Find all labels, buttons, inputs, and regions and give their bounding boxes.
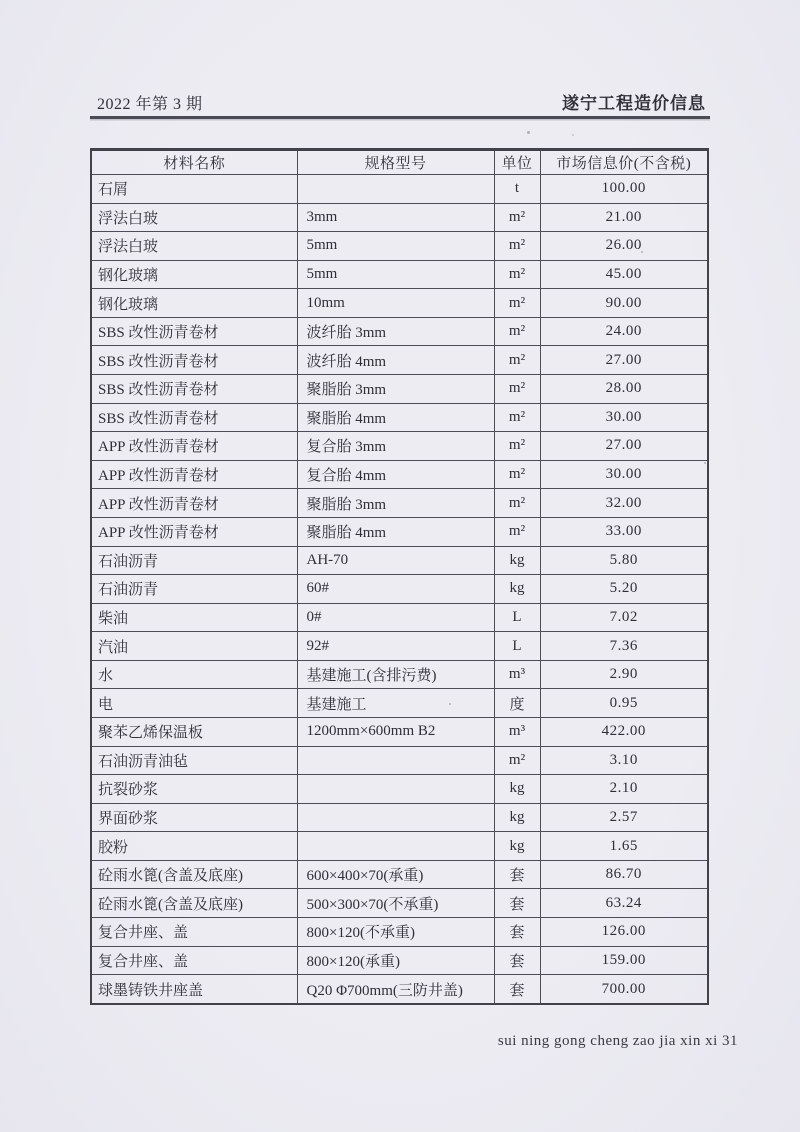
table-row bbox=[91, 746, 708, 775]
cell-unit: m² bbox=[494, 375, 540, 404]
cell-material-name: 电 bbox=[91, 689, 297, 718]
cell-price: 100.00 bbox=[540, 175, 708, 204]
cell-unit: m² bbox=[494, 746, 540, 775]
cell-price: 126.00 bbox=[540, 918, 708, 947]
cell-unit: kg bbox=[494, 832, 540, 861]
cell-unit: 套 bbox=[494, 946, 540, 975]
cell-spec: 复合胎 4mm bbox=[297, 460, 494, 489]
cell-unit: m² bbox=[494, 346, 540, 375]
cell-price: 90.00 bbox=[540, 289, 708, 318]
table-row bbox=[91, 546, 708, 575]
table-body bbox=[91, 175, 708, 1005]
cell-spec: 聚脂胎 3mm bbox=[297, 489, 494, 518]
table-row bbox=[91, 346, 708, 375]
cell-price: 26.00 bbox=[540, 232, 708, 261]
cell-unit: m² bbox=[494, 203, 540, 232]
cell-unit: m² bbox=[494, 232, 540, 261]
col-header-unit: 单位 bbox=[494, 150, 540, 175]
cell-spec: 基建施工 bbox=[297, 689, 494, 718]
cell-unit: m² bbox=[494, 489, 540, 518]
cell-price: 422.00 bbox=[540, 717, 708, 746]
cell-unit: m² bbox=[494, 432, 540, 461]
cell-material-name: 汽油 bbox=[91, 632, 297, 661]
cell-price: 1.65 bbox=[540, 832, 708, 861]
cell-unit: m² bbox=[494, 317, 540, 346]
cell-material-name: 浮法白玻 bbox=[91, 203, 297, 232]
cell-material-name: 界面砂浆 bbox=[91, 803, 297, 832]
col-header-price: 市场信息价(不含税) bbox=[540, 150, 708, 175]
cell-material-name: 球墨铸铁井座盖 bbox=[91, 975, 297, 1004]
cell-unit: m² bbox=[494, 403, 540, 432]
cell-unit: 套 bbox=[494, 975, 540, 1004]
cell-price: 63.24 bbox=[540, 889, 708, 918]
cell-unit: 套 bbox=[494, 889, 540, 918]
table-row bbox=[91, 632, 708, 661]
col-header-spec: 规格型号 bbox=[297, 150, 494, 175]
col-header-material-name: 材料名称 bbox=[91, 150, 297, 175]
table-row bbox=[91, 317, 708, 346]
table-row bbox=[91, 460, 708, 489]
cell-material-name: 抗裂砂浆 bbox=[91, 775, 297, 804]
cell-unit: m² bbox=[494, 460, 540, 489]
issue-label: 2022 年第 3 期 bbox=[97, 96, 203, 113]
cell-spec: 0# bbox=[297, 603, 494, 632]
cell-material-name: 复合井座、盖 bbox=[91, 918, 297, 947]
table-row bbox=[91, 489, 708, 518]
cell-material-name: 钢化玻璃 bbox=[91, 260, 297, 289]
cell-price: 86.70 bbox=[540, 860, 708, 889]
cell-price: 700.00 bbox=[540, 975, 708, 1004]
cell-material-name: APP 改性沥青卷材 bbox=[91, 432, 297, 461]
table-row bbox=[91, 289, 708, 318]
page-footer-pinyin-page-number: sui ning gong cheng zao jia xin xi 31 bbox=[497, 1033, 738, 1049]
cell-unit: m³ bbox=[494, 660, 540, 689]
cell-spec: 聚脂胎 4mm bbox=[297, 517, 494, 546]
cell-material-name: 复合井座、盖 bbox=[91, 946, 297, 975]
cell-price: 3.10 bbox=[540, 746, 708, 775]
cell-price: 24.00 bbox=[540, 317, 708, 346]
table-row bbox=[91, 775, 708, 804]
table-row bbox=[91, 918, 708, 947]
cell-spec: 聚脂胎 3mm bbox=[297, 375, 494, 404]
cell-spec: 600×400×70(承重) bbox=[297, 860, 494, 889]
scan-speck bbox=[572, 134, 574, 136]
cell-spec: 波纤胎 4mm bbox=[297, 346, 494, 375]
cell-material-name: APP 改性沥青卷材 bbox=[91, 489, 297, 518]
cell-material-name: SBS 改性沥青卷材 bbox=[91, 317, 297, 346]
table-row bbox=[91, 232, 708, 261]
cell-price: 32.00 bbox=[540, 489, 708, 518]
cell-price: 2.10 bbox=[540, 775, 708, 804]
header-divider bbox=[90, 116, 710, 119]
table-row bbox=[91, 946, 708, 975]
cell-price: 0.95 bbox=[540, 689, 708, 718]
table-row bbox=[91, 432, 708, 461]
cell-price: 5.80 bbox=[540, 546, 708, 575]
cell-unit: m² bbox=[494, 517, 540, 546]
cell-price: 7.02 bbox=[540, 603, 708, 632]
table-row bbox=[91, 375, 708, 404]
cell-spec bbox=[297, 746, 494, 775]
table-row bbox=[91, 175, 708, 204]
cell-material-name: 胶粉 bbox=[91, 832, 297, 861]
scan-speck bbox=[704, 462, 706, 464]
cell-spec: Q20 Φ700mm(三防井盖) bbox=[297, 975, 494, 1004]
table-row bbox=[91, 660, 708, 689]
cell-spec bbox=[297, 775, 494, 804]
cell-unit: 度 bbox=[494, 689, 540, 718]
cell-spec: 5mm bbox=[297, 232, 494, 261]
cell-material-name: 石油沥青 bbox=[91, 546, 297, 575]
scan-speck bbox=[527, 131, 530, 134]
cell-price: 21.00 bbox=[540, 203, 708, 232]
cell-spec: 基建施工(含排污费) bbox=[297, 660, 494, 689]
cell-unit: t bbox=[494, 175, 540, 204]
scan-speck bbox=[641, 251, 643, 253]
cell-material-name: 砼雨水篦(含盖及底座) bbox=[91, 889, 297, 918]
table-header-row bbox=[91, 150, 708, 175]
cell-spec: 92# bbox=[297, 632, 494, 661]
cell-price: 159.00 bbox=[540, 946, 708, 975]
cell-spec: 3mm bbox=[297, 203, 494, 232]
cell-spec: 波纤胎 3mm bbox=[297, 317, 494, 346]
table-row bbox=[91, 603, 708, 632]
table-row bbox=[91, 403, 708, 432]
table-row bbox=[91, 260, 708, 289]
cell-price: 45.00 bbox=[540, 260, 708, 289]
table-row bbox=[91, 717, 708, 746]
cell-price: 2.57 bbox=[540, 803, 708, 832]
cell-price: 27.00 bbox=[540, 346, 708, 375]
cell-unit: L bbox=[494, 632, 540, 661]
publication-title: 遂宁工程造价信息 bbox=[562, 94, 706, 113]
cell-unit: kg bbox=[494, 803, 540, 832]
cell-price: 2.90 bbox=[540, 660, 708, 689]
cell-spec: 500×300×70(不承重) bbox=[297, 889, 494, 918]
cell-unit: 套 bbox=[494, 918, 540, 947]
scan-speck bbox=[449, 703, 451, 705]
cell-spec: 10mm bbox=[297, 289, 494, 318]
cell-material-name: 砼雨水篦(含盖及底座) bbox=[91, 860, 297, 889]
cell-spec: AH-70 bbox=[297, 546, 494, 575]
cell-spec bbox=[297, 803, 494, 832]
cell-spec: 800×120(承重) bbox=[297, 946, 494, 975]
cell-material-name: 浮法白玻 bbox=[91, 232, 297, 261]
cell-spec: 1200mm×600mm B2 bbox=[297, 717, 494, 746]
cell-price: 30.00 bbox=[540, 460, 708, 489]
cell-spec: 5mm bbox=[297, 260, 494, 289]
cell-material-name: APP 改性沥青卷材 bbox=[91, 517, 297, 546]
cell-unit: m² bbox=[494, 289, 540, 318]
cell-spec bbox=[297, 832, 494, 861]
table-row bbox=[91, 689, 708, 718]
cell-material-name: 石油沥青 bbox=[91, 575, 297, 604]
cell-unit: kg bbox=[494, 575, 540, 604]
cell-unit: kg bbox=[494, 546, 540, 575]
cell-material-name: 石屑 bbox=[91, 175, 297, 204]
material-price-table bbox=[90, 148, 709, 1005]
cell-price: 7.36 bbox=[540, 632, 708, 661]
cell-price: 5.20 bbox=[540, 575, 708, 604]
table-row bbox=[91, 575, 708, 604]
cell-material-name: 钢化玻璃 bbox=[91, 289, 297, 318]
cell-unit: 套 bbox=[494, 860, 540, 889]
table-row bbox=[91, 517, 708, 546]
cell-spec bbox=[297, 175, 494, 204]
cell-material-name: 聚苯乙烯保温板 bbox=[91, 717, 297, 746]
cell-material-name: SBS 改性沥青卷材 bbox=[91, 375, 297, 404]
table-row bbox=[91, 975, 708, 1004]
table-row bbox=[91, 832, 708, 861]
table-row bbox=[91, 203, 708, 232]
cell-price: 33.00 bbox=[540, 517, 708, 546]
cell-material-name: 水 bbox=[91, 660, 297, 689]
cell-price: 27.00 bbox=[540, 432, 708, 461]
cell-unit: m² bbox=[494, 260, 540, 289]
cell-material-name: 石油沥青油毡 bbox=[91, 746, 297, 775]
cell-material-name: APP 改性沥青卷材 bbox=[91, 460, 297, 489]
cell-price: 30.00 bbox=[540, 403, 708, 432]
table-row bbox=[91, 889, 708, 918]
cell-material-name: 柴油 bbox=[91, 603, 297, 632]
cell-price: 28.00 bbox=[540, 375, 708, 404]
cell-unit: L bbox=[494, 603, 540, 632]
cell-unit: m³ bbox=[494, 717, 540, 746]
cell-material-name: SBS 改性沥青卷材 bbox=[91, 346, 297, 375]
cell-spec: 800×120(不承重) bbox=[297, 918, 494, 947]
table-row bbox=[91, 860, 708, 889]
cell-spec: 复合胎 3mm bbox=[297, 432, 494, 461]
cell-spec: 聚脂胎 4mm bbox=[297, 403, 494, 432]
cell-spec: 60# bbox=[297, 575, 494, 604]
cell-material-name: SBS 改性沥青卷材 bbox=[91, 403, 297, 432]
table-row bbox=[91, 803, 708, 832]
cell-unit: kg bbox=[494, 775, 540, 804]
